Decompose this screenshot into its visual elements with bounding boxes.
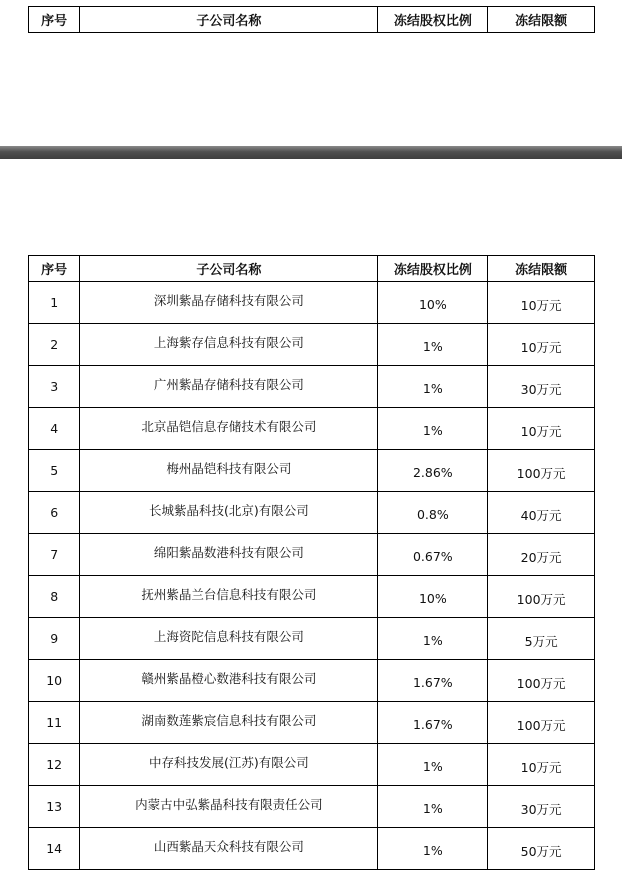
row-freeze-limit: 30万元	[488, 366, 595, 408]
row-company-name: 赣州紫晶橙心数港科技有限公司	[80, 660, 378, 702]
row-company-name: 广州紫晶存储科技有限公司	[80, 366, 378, 408]
row-freeze-ratio: 0.8%	[378, 492, 488, 534]
row-index: 1	[29, 282, 80, 324]
row-freeze-ratio: 1%	[378, 408, 488, 450]
table-row	[29, 282, 595, 324]
header-index: 序号	[29, 7, 80, 33]
table-header-row	[29, 7, 595, 33]
table-row	[29, 618, 595, 660]
row-freeze-limit: 20万元	[488, 534, 595, 576]
row-index: 8	[29, 576, 80, 618]
table-row	[29, 408, 595, 450]
row-index: 9	[29, 618, 80, 660]
table-row	[29, 366, 595, 408]
previous-page-table-header	[28, 6, 595, 33]
header-company-name: 子公司名称	[80, 7, 378, 33]
row-freeze-ratio: 1%	[378, 744, 488, 786]
table-row	[29, 828, 595, 870]
row-company-name: 梅州晶铠科技有限公司	[80, 450, 378, 492]
row-freeze-ratio: 1%	[378, 786, 488, 828]
row-freeze-limit: 30万元	[488, 786, 595, 828]
header-freeze-ratio: 冻结股权比例	[378, 7, 488, 33]
row-freeze-ratio: 0.67%	[378, 534, 488, 576]
row-freeze-limit: 100万元	[488, 702, 595, 744]
row-index: 7	[29, 534, 80, 576]
row-company-name: 内蒙古中弘紫晶科技有限责任公司	[80, 786, 378, 828]
row-index: 6	[29, 492, 80, 534]
row-index: 14	[29, 828, 80, 870]
table-row	[29, 534, 595, 576]
row-index: 2	[29, 324, 80, 366]
row-company-name: 绵阳紫晶数港科技有限公司	[80, 534, 378, 576]
row-company-name: 北京晶铠信息存储技术有限公司	[80, 408, 378, 450]
table-row	[29, 786, 595, 828]
row-index: 11	[29, 702, 80, 744]
row-index: 5	[29, 450, 80, 492]
row-company-name: 上海资陀信息科技有限公司	[80, 618, 378, 660]
row-freeze-limit: 100万元	[488, 450, 595, 492]
row-freeze-limit: 100万元	[488, 660, 595, 702]
table-row	[29, 660, 595, 702]
row-freeze-ratio: 10%	[378, 576, 488, 618]
row-freeze-ratio: 1%	[378, 324, 488, 366]
table-row	[29, 492, 595, 534]
table-row	[29, 324, 595, 366]
row-index: 4	[29, 408, 80, 450]
table-body	[29, 282, 595, 870]
row-freeze-limit: 50万元	[488, 828, 595, 870]
row-freeze-ratio: 1%	[378, 828, 488, 870]
row-index: 3	[29, 366, 80, 408]
row-freeze-limit: 10万元	[488, 282, 595, 324]
header-freeze-limit: 冻结限额	[488, 7, 595, 33]
page-break-divider	[0, 146, 622, 159]
row-freeze-ratio: 1.67%	[378, 660, 488, 702]
header-index: 序号	[29, 256, 80, 282]
row-freeze-limit: 10万元	[488, 324, 595, 366]
row-company-name: 山西紫晶天众科技有限公司	[80, 828, 378, 870]
table-row	[29, 576, 595, 618]
row-freeze-ratio: 2.86%	[378, 450, 488, 492]
row-company-name: 湖南数莲紫宸信息科技有限公司	[80, 702, 378, 744]
row-company-name: 长城紫晶科技(北京)有限公司	[80, 492, 378, 534]
row-freeze-limit: 10万元	[488, 744, 595, 786]
row-index: 13	[29, 786, 80, 828]
row-freeze-ratio: 1%	[378, 618, 488, 660]
row-freeze-limit: 5万元	[488, 618, 595, 660]
row-freeze-ratio: 1.67%	[378, 702, 488, 744]
row-company-name: 中存科技发展(江苏)有限公司	[80, 744, 378, 786]
row-freeze-limit: 100万元	[488, 576, 595, 618]
header-freeze-ratio: 冻结股权比例	[378, 256, 488, 282]
row-freeze-limit: 40万元	[488, 492, 595, 534]
table-row	[29, 744, 595, 786]
row-company-name: 抚州紫晶兰台信息科技有限公司	[80, 576, 378, 618]
row-freeze-ratio: 10%	[378, 282, 488, 324]
row-company-name: 上海紫存信息科技有限公司	[80, 324, 378, 366]
row-freeze-ratio: 1%	[378, 366, 488, 408]
subsidiary-freeze-table	[28, 255, 595, 870]
row-index: 10	[29, 660, 80, 702]
row-freeze-limit: 10万元	[488, 408, 595, 450]
row-index: 12	[29, 744, 80, 786]
header-freeze-limit: 冻结限额	[488, 256, 595, 282]
table-row	[29, 450, 595, 492]
table-header-row	[29, 256, 595, 282]
table-row	[29, 702, 595, 744]
row-company-name: 深圳紫晶存储科技有限公司	[80, 282, 378, 324]
header-company-name: 子公司名称	[80, 256, 378, 282]
